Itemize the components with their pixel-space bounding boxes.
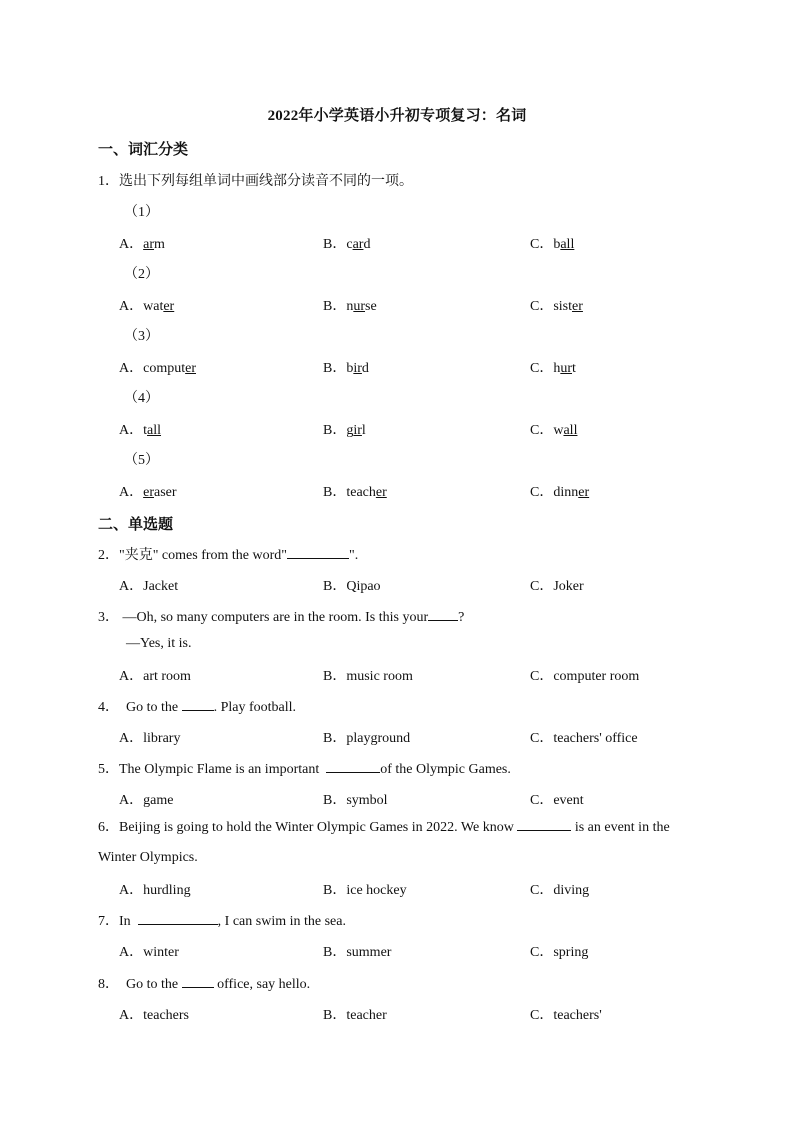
- question-number: 8．: [98, 977, 119, 992]
- option-c[interactable]: [530, 789, 584, 809]
- option-c[interactable]: [530, 357, 576, 377]
- option-label: A．: [119, 299, 144, 314]
- option-text: hurdling: [143, 883, 191, 898]
- option-b[interactable]: [323, 665, 413, 685]
- option-word: [143, 237, 165, 252]
- word-part: t: [143, 423, 148, 438]
- option-word: [143, 299, 174, 314]
- word-part: b: [553, 237, 561, 252]
- option-text: Joker: [553, 579, 584, 594]
- option-text: diving: [553, 883, 590, 898]
- word-part: aser: [154, 485, 177, 500]
- option-word: [553, 299, 583, 314]
- option-label: B．: [323, 793, 347, 808]
- underlined-letters: er: [163, 299, 175, 314]
- option-c[interactable]: [530, 1004, 602, 1024]
- option-label: A．: [119, 423, 144, 438]
- option-text: playground: [346, 731, 411, 746]
- option-b[interactable]: [323, 789, 388, 809]
- option-text: Jacket: [143, 579, 179, 594]
- option-label: C．: [530, 299, 554, 314]
- word-part: wat: [143, 299, 164, 314]
- question-text: Go to the: [126, 977, 179, 992]
- option-label: C．: [530, 669, 554, 684]
- option-word: [346, 237, 370, 252]
- word-part: g: [346, 423, 354, 438]
- underlined-letters: ar: [143, 237, 155, 252]
- question-text: "夹克" comes from the word": [119, 548, 287, 563]
- option-label: B．: [323, 299, 347, 314]
- question-text-end: ".: [349, 548, 359, 563]
- option-label: B．: [323, 485, 347, 500]
- option-text: library: [143, 731, 181, 746]
- option-label: B．: [323, 945, 347, 960]
- word-part: m: [154, 237, 165, 252]
- option-a[interactable]: [119, 941, 179, 961]
- question-number: 3．: [98, 610, 119, 625]
- underlined-letters: ur: [560, 361, 573, 376]
- option-a[interactable]: [119, 481, 177, 501]
- underlined-letters: ur: [353, 299, 366, 314]
- word-part: d: [363, 237, 371, 252]
- option-b[interactable]: [323, 879, 407, 899]
- option-text: event: [553, 793, 584, 808]
- question-text-end: . Play football.: [213, 700, 297, 715]
- word-part: b: [346, 361, 354, 376]
- word-part: t: [572, 361, 576, 376]
- option-label: C．: [530, 1008, 554, 1023]
- question-7: [98, 910, 346, 930]
- question-4: [98, 696, 296, 716]
- underlined-letters: er: [578, 485, 590, 500]
- option-label: A．: [119, 793, 144, 808]
- option-c[interactable]: [530, 419, 577, 439]
- answer-blank: [287, 546, 349, 559]
- question-3-reply: —Yes, it is.: [126, 636, 192, 651]
- option-a[interactable]: [119, 879, 191, 899]
- option-label: C．: [530, 883, 554, 898]
- option-b[interactable]: [323, 1004, 387, 1024]
- option-c[interactable]: [530, 481, 589, 501]
- option-b[interactable]: [323, 419, 366, 439]
- option-label: B．: [323, 361, 347, 376]
- word-part: sist: [553, 299, 573, 314]
- group-label: （5）: [124, 453, 159, 468]
- option-b[interactable]: [323, 727, 410, 747]
- answer-blank: [182, 698, 214, 711]
- option-c[interactable]: [530, 727, 638, 747]
- section-heading-vocabulary: 一、词汇分类: [98, 142, 189, 158]
- word-part: c: [346, 237, 353, 252]
- group-label: （4）: [124, 391, 159, 406]
- option-word: [346, 361, 369, 376]
- option-word: [143, 423, 161, 438]
- word-part: comput: [143, 361, 186, 376]
- option-label: A．: [119, 731, 144, 746]
- question-number: 5．: [98, 762, 119, 777]
- group-label: （3）: [124, 329, 159, 344]
- option-label: C．: [530, 485, 554, 500]
- option-label: B．: [323, 883, 347, 898]
- option-b[interactable]: [323, 233, 370, 253]
- option-b[interactable]: [323, 575, 381, 595]
- option-label: A．: [119, 361, 144, 376]
- question-8: [98, 973, 310, 993]
- word-part: h: [553, 361, 561, 376]
- option-word: [553, 237, 574, 252]
- option-a[interactable]: [119, 233, 165, 253]
- option-text: teachers' office: [553, 731, 638, 746]
- option-label: A．: [119, 945, 144, 960]
- option-text: teachers: [143, 1008, 189, 1023]
- option-label: B．: [323, 237, 347, 252]
- option-label: A．: [119, 237, 144, 252]
- question-text: Go to the: [126, 700, 179, 715]
- underlined-letters: all: [560, 237, 575, 252]
- group-label: （1）: [124, 205, 159, 220]
- underlined-letters: ir: [353, 361, 362, 376]
- option-a[interactable]: [119, 789, 173, 809]
- group-label: （2）: [124, 267, 159, 282]
- question-text: Beijing is going to hold the Winter Olympic Games in 2022. We know: [119, 820, 514, 835]
- option-c[interactable]: [530, 233, 574, 253]
- option-word: [553, 485, 589, 500]
- word-part: n: [346, 299, 354, 314]
- option-b[interactable]: [323, 295, 377, 315]
- option-a[interactable]: [119, 665, 191, 685]
- option-label: B．: [323, 1008, 347, 1023]
- option-c[interactable]: [530, 295, 583, 315]
- option-label: B．: [323, 579, 347, 594]
- option-word: [346, 299, 376, 314]
- underlined-letters: all: [147, 423, 162, 438]
- question-text-end: ?: [458, 610, 465, 625]
- option-label: C．: [530, 793, 554, 808]
- option-text: computer room: [553, 669, 640, 684]
- option-label: C．: [530, 423, 554, 438]
- question-text-end: , I can swim in the sea.: [217, 914, 346, 929]
- option-label: A．: [119, 883, 144, 898]
- option-text: teachers': [553, 1008, 602, 1023]
- question-text-end: is an event in the Winter Olympics.: [98, 820, 670, 865]
- option-text: art room: [143, 669, 191, 684]
- question-3: [98, 606, 464, 626]
- option-label: C．: [530, 361, 554, 376]
- option-a[interactable]: [119, 419, 161, 439]
- option-text: music room: [346, 669, 413, 684]
- underlined-letters: ar: [352, 237, 364, 252]
- option-a[interactable]: [119, 295, 174, 315]
- option-label: A．: [119, 1008, 144, 1023]
- question-text: —Oh, so many computers are in the room. Is this your: [122, 610, 429, 625]
- answer-blank: [138, 912, 218, 925]
- option-label: B．: [323, 731, 347, 746]
- option-word: [346, 485, 386, 500]
- option-text: ice hockey: [346, 883, 407, 898]
- word-part: l: [361, 423, 366, 438]
- answer-blank: [428, 608, 458, 621]
- option-a[interactable]: [119, 357, 196, 377]
- option-label: C．: [530, 237, 554, 252]
- option-text: winter: [143, 945, 179, 960]
- option-label: C．: [530, 945, 554, 960]
- option-text: game: [143, 793, 174, 808]
- option-label: C．: [530, 579, 554, 594]
- option-a[interactable]: [119, 727, 180, 747]
- question-6: [98, 813, 673, 873]
- question-text-end: office, say hello.: [217, 977, 311, 992]
- option-c[interactable]: [530, 941, 588, 961]
- option-a[interactable]: [119, 575, 178, 595]
- option-word: [553, 423, 577, 438]
- question-2: [98, 544, 358, 564]
- option-b[interactable]: [323, 481, 387, 501]
- underlined-letters: er: [375, 485, 387, 500]
- page-title: 2022年小学英语小升初专项复习：名词: [267, 108, 527, 124]
- answer-blank: [182, 975, 214, 988]
- option-c[interactable]: [530, 665, 639, 685]
- underlined-letters: all: [563, 423, 578, 438]
- option-word: [143, 361, 196, 376]
- underlined-letters: ir: [353, 423, 362, 438]
- answer-blank: [517, 818, 571, 831]
- option-text: summer: [346, 945, 392, 960]
- option-c[interactable]: [530, 879, 589, 899]
- option-text: teacher: [346, 1008, 387, 1023]
- option-b[interactable]: [323, 941, 391, 961]
- option-a[interactable]: [119, 1004, 189, 1024]
- underlined-letters: er: [185, 361, 197, 376]
- option-text: spring: [553, 945, 589, 960]
- question-text: The Olympic Flame is an important: [119, 762, 320, 777]
- option-text: symbol: [346, 793, 388, 808]
- word-part: d: [361, 361, 369, 376]
- option-text: Qipao: [346, 579, 381, 594]
- option-label: B．: [323, 669, 347, 684]
- option-c[interactable]: [530, 575, 584, 595]
- section-heading-single-choice: 二、单选题: [98, 517, 174, 533]
- option-label: B．: [323, 423, 347, 438]
- option-word: [143, 485, 176, 500]
- word-part: se: [365, 299, 377, 314]
- word-part: w: [553, 423, 564, 438]
- option-b[interactable]: [323, 357, 369, 377]
- question-number: 2．: [98, 548, 119, 563]
- underlined-letters: er: [143, 485, 155, 500]
- word-part: teach: [346, 485, 376, 500]
- underlined-letters: er: [572, 299, 583, 314]
- question-1: [98, 170, 413, 190]
- question-stem: 选出下列每组单词中画线部分读音不同的一项。: [119, 174, 413, 189]
- answer-blank: [326, 760, 380, 773]
- option-label: A．: [119, 579, 144, 594]
- option-label: A．: [119, 669, 144, 684]
- question-number: 6．: [98, 820, 119, 835]
- option-label: C．: [530, 731, 554, 746]
- question-number: 4．: [98, 700, 119, 715]
- word-part: dinn: [553, 485, 579, 500]
- question-number: 7．: [98, 914, 119, 929]
- question-number: 1．: [98, 174, 119, 189]
- question-5: [98, 758, 511, 778]
- option-word: [553, 361, 576, 376]
- option-label: A．: [119, 485, 144, 500]
- question-text-end: of the Olympic Games.: [380, 762, 511, 777]
- option-word: [346, 423, 365, 438]
- question-text: In: [119, 914, 131, 929]
